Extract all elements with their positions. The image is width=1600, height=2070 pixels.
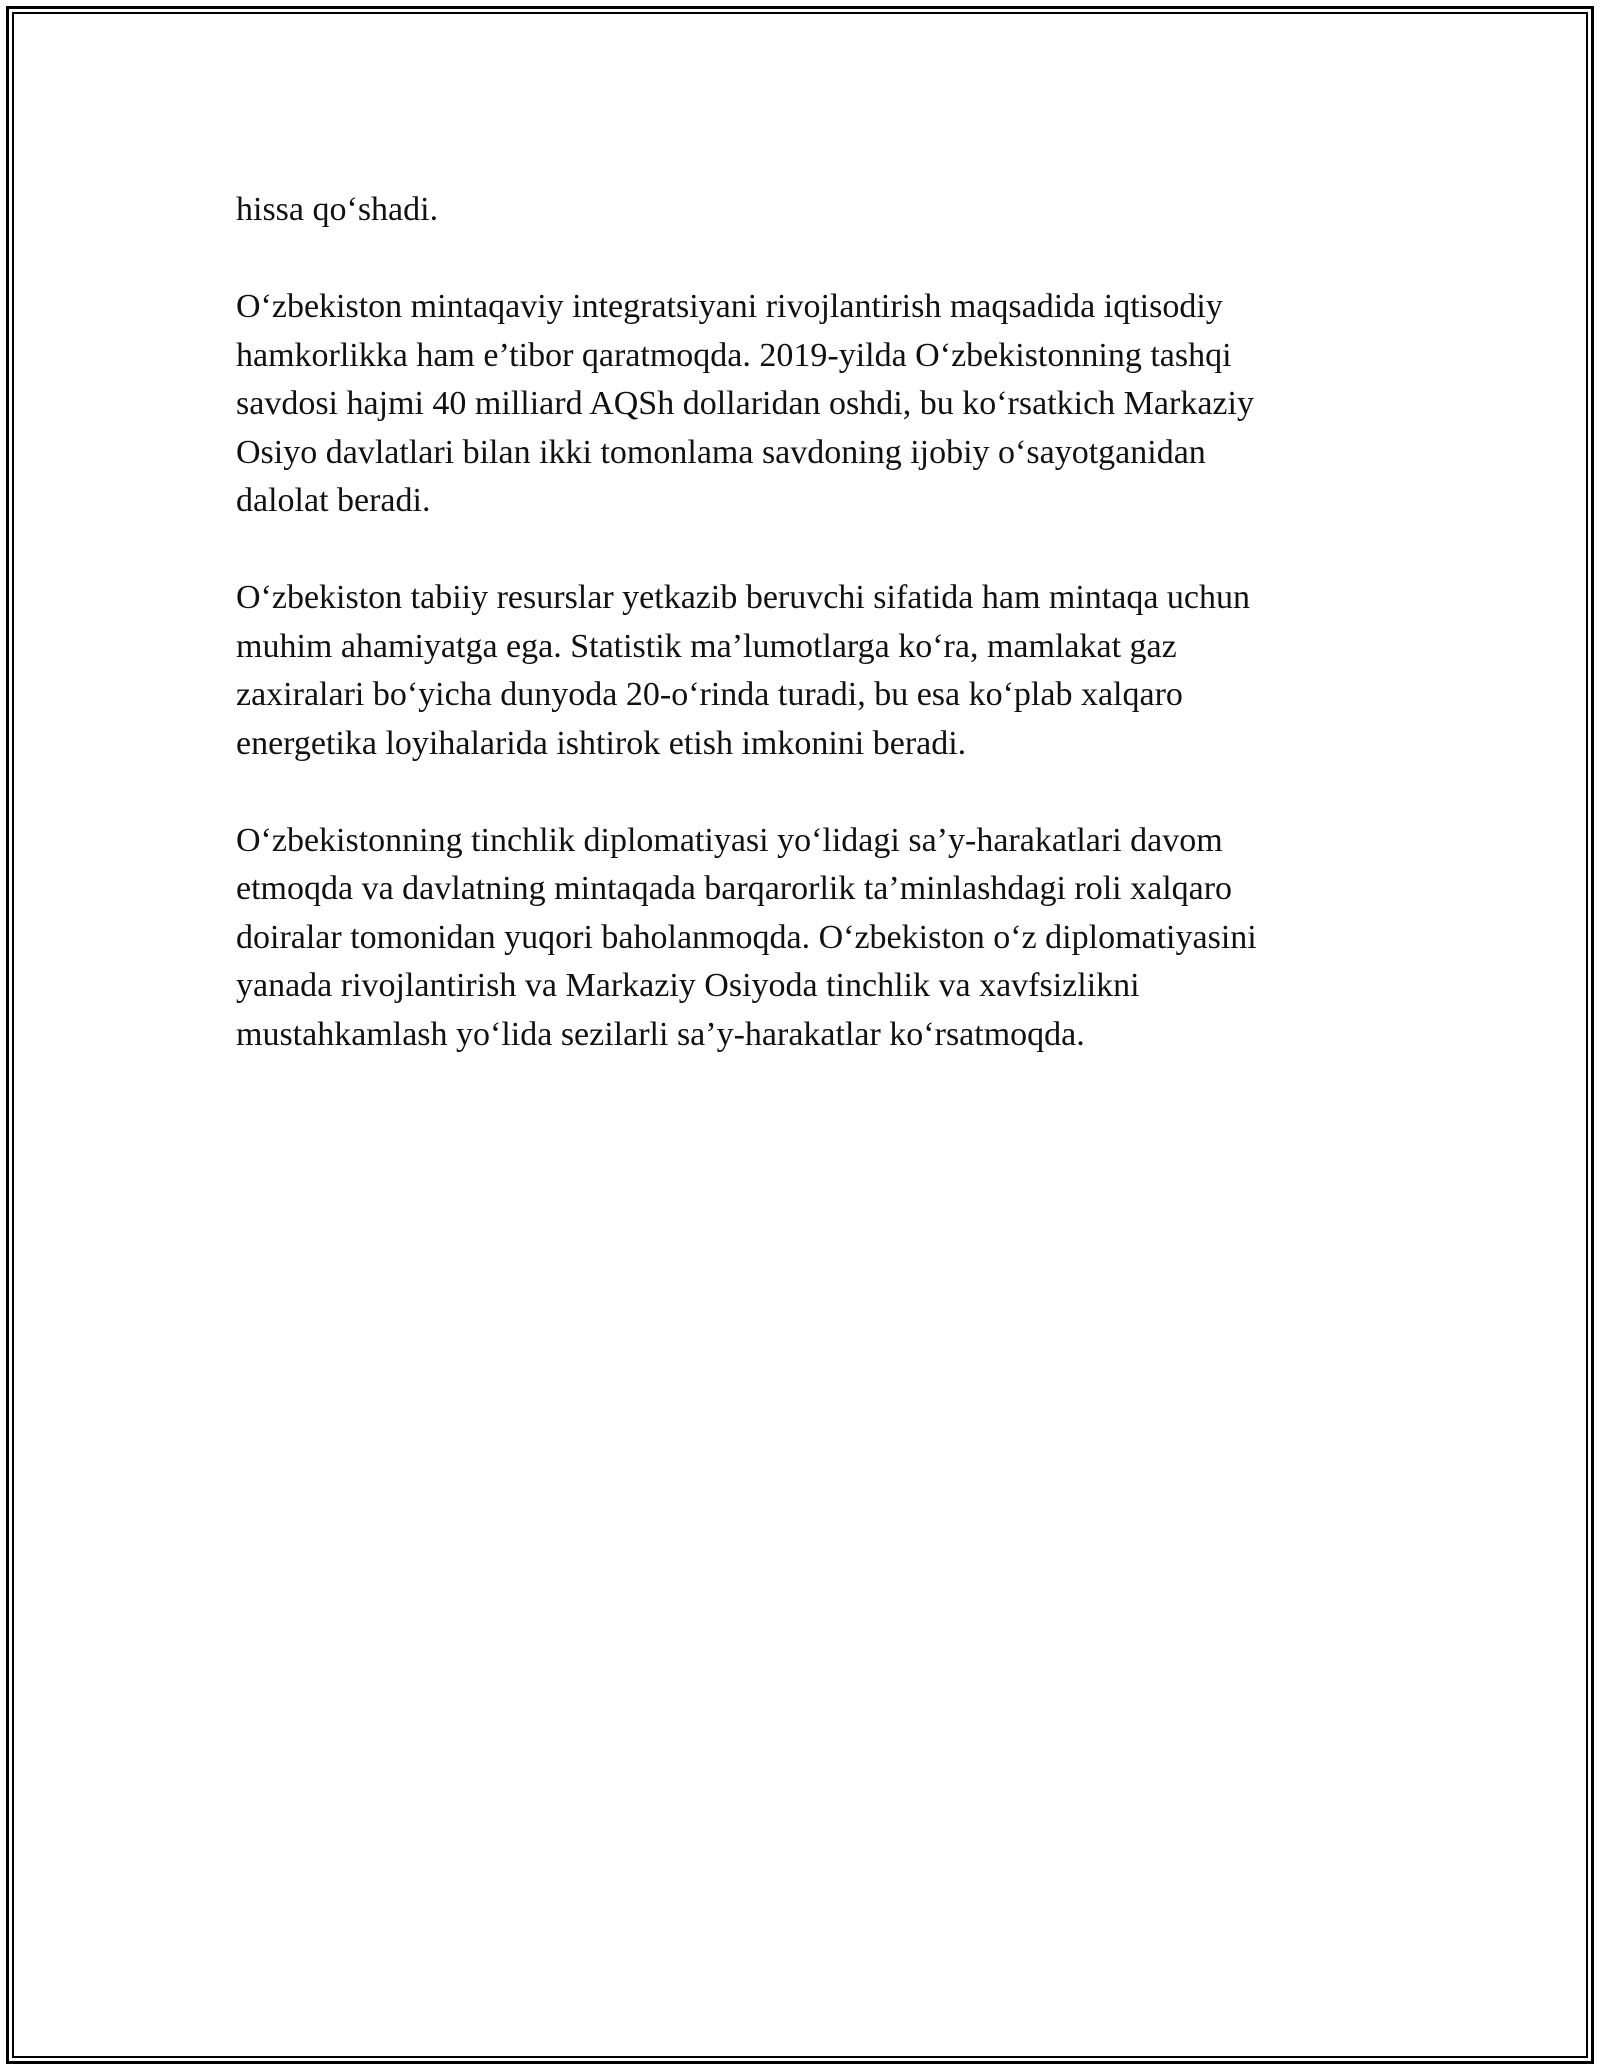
text-line: mustahkamlash yo‘lida sezilarli sa’y-harakatlar ko‘rsatmoqda. bbox=[236, 1015, 1085, 1053]
text-line: dalolat beradi. bbox=[236, 482, 431, 519]
text-line: doiralar tomonidan yuqori baholanmoqda. O‘zbekiston o‘z diplomatiyasini bbox=[236, 918, 1257, 956]
document-body bbox=[236, 186, 1366, 1108]
text-line: energetika loyihalarida ishtirok etish imkonini beradi. bbox=[236, 724, 967, 762]
text-line: yanada rivojlantirish va Markaziy Osiyoda tinchlik va xavfsizlikni bbox=[236, 967, 1140, 1004]
text-line: zaxiralari bo‘yicha dunyoda 20-o‘rinda turadi, bu esa ko‘plab xalqaro bbox=[236, 676, 1183, 713]
text-line: O‘zbekiston tabiiy resurslar yetkazib beruvchi sifatida ham mintaqa uchun bbox=[236, 579, 1251, 616]
text-line: savdosi hajmi 40 milliard AQSh dollaridan oshdi, bu ko‘rsatkich Markaziy bbox=[236, 385, 1254, 422]
paragraph-1 bbox=[236, 186, 1366, 235]
text-line: hamkorlikka ham e’tibor qaratmoqda. 2019-yilda O‘zbekistonning tashqi bbox=[236, 336, 1232, 374]
paragraph-3 bbox=[236, 574, 1366, 768]
text-line: O‘zbekiston mintaqaviy integratsiyani rivojlantirish maqsadida iqtisodiy bbox=[236, 288, 1223, 325]
text-line: muhim ahamiyatga ega. Statistik ma’lumotlarga ko‘ra, mamlakat gaz bbox=[236, 627, 1177, 665]
paragraph-2 bbox=[236, 283, 1366, 526]
text-line: etmoqda va davlatning mintaqada barqarorlik ta’minlashdagi roli xalqaro bbox=[236, 870, 1233, 907]
text-line: hissa qo‘shadi. bbox=[236, 191, 439, 228]
text-line: Osiyo davlatlari bilan ikki tomonlama savdoning ijobiy o‘sayotganidan bbox=[236, 433, 1206, 471]
paragraph-4 bbox=[236, 817, 1366, 1060]
text-line: O‘zbekistonning tinchlik diplomatiyasi yo‘lidagi sa’y-harakatlari davom bbox=[236, 821, 1223, 859]
